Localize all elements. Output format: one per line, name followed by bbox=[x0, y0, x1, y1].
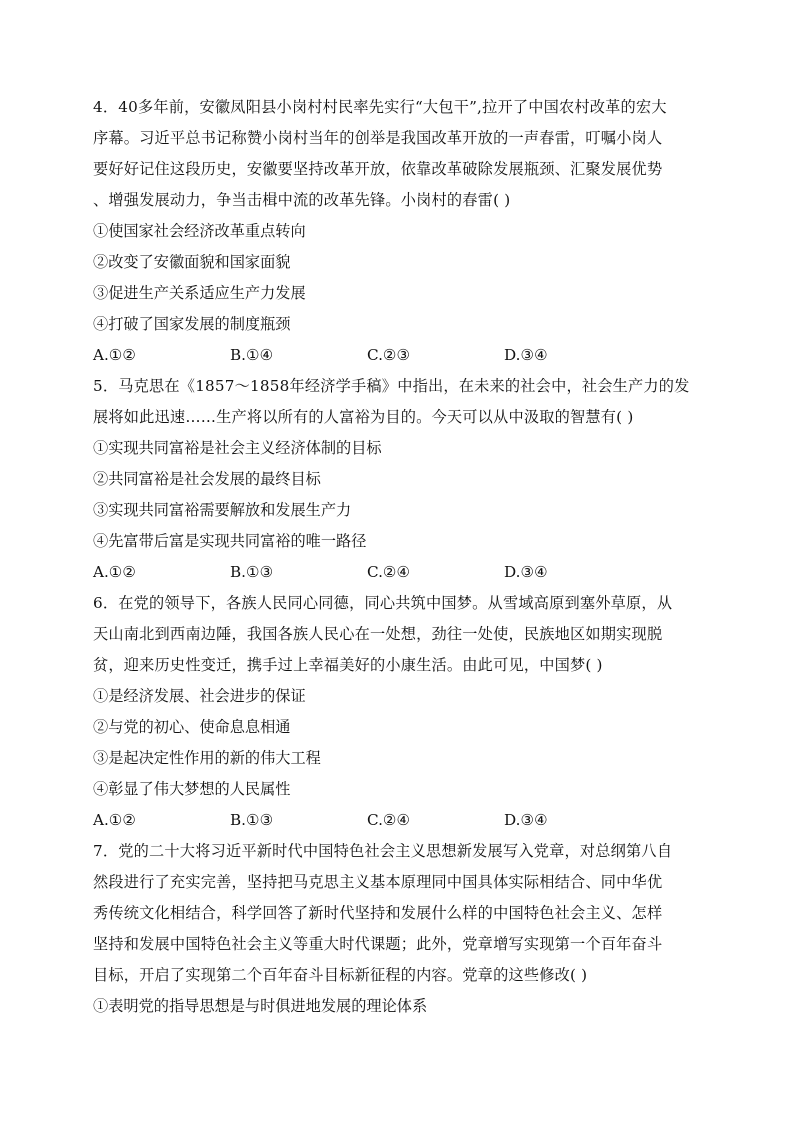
question-stem bbox=[93, 371, 703, 433]
stem-line: 展将如此迅速……生产将以所有的人富裕为目的。今天可以从中汲取的智慧有( ) bbox=[93, 408, 634, 426]
option-1: ①实现共同富裕是社会主义经济体制的目标 bbox=[93, 439, 382, 457]
question-list bbox=[93, 92, 703, 1022]
stem-line: 7．党的二十大将习近平新时代中国特色社会主义思想新发展写入党章，对总纲第八自 bbox=[93, 842, 673, 860]
question-4 bbox=[93, 92, 703, 371]
stem-line: 秀传统文化相结合，科学回答了新时代坚持和发展什么样的中国特色社会主义、怎样 bbox=[93, 904, 663, 922]
question-stem bbox=[93, 836, 703, 991]
option-4: ④先富带后富是实现共同富裕的唯一路径 bbox=[93, 532, 367, 550]
choice-a: A.①② bbox=[93, 346, 137, 364]
option-1: ①表明党的指导思想是与时俱进地发展的理论体系 bbox=[93, 997, 428, 1015]
choice-d: D.③④ bbox=[504, 346, 548, 364]
choice-b: B.①③ bbox=[230, 563, 274, 581]
answer-choices bbox=[93, 557, 703, 588]
question-stem bbox=[93, 588, 703, 681]
stem-line: 天山南北到西南边陲，我国各族人民心在一处想，劲往一处使，民族地区如期实现脱 bbox=[93, 625, 663, 643]
choice-d: D.③④ bbox=[504, 563, 548, 581]
stem-line: 4．40多年前，安徽凤阳县小岗村村民率先实行“大包干”,拉开了中国农村改革的宏大 bbox=[93, 98, 667, 116]
option-1: ①是经济发展、社会进步的保证 bbox=[93, 687, 306, 705]
stem-line: 要好好记住这段历史，安徽要坚持改革开放，依靠改革破除发展瓶颈、汇聚发展优势 bbox=[93, 160, 663, 178]
choice-b: B.①③ bbox=[230, 811, 274, 829]
question-stem bbox=[93, 92, 703, 216]
question-5 bbox=[93, 371, 703, 588]
option-2: ②与党的初心、使命息息相通 bbox=[93, 718, 291, 736]
option-3: ③实现共同富裕需要解放和发展生产力 bbox=[93, 501, 352, 519]
question-6 bbox=[93, 588, 703, 836]
option-3: ③促进生产关系适应生产力发展 bbox=[93, 284, 306, 302]
stem-line: 目标，开启了实现第二个百年奋斗目标新征程的内容。党章的这些修改( ) bbox=[93, 966, 588, 984]
option-2: ②改变了安徽面貌和国家面貌 bbox=[93, 253, 291, 271]
option-1: ①使国家社会经济改革重点转向 bbox=[93, 222, 306, 240]
choice-a: A.①② bbox=[93, 563, 137, 581]
choice-b: B.①④ bbox=[230, 346, 274, 364]
stem-line: 坚持和发展中国特色社会主义等重大时代课题；此外，党章增写实现第一个百年奋斗 bbox=[93, 935, 663, 953]
choice-a: A.①② bbox=[93, 811, 137, 829]
choice-c: C.②③ bbox=[367, 346, 411, 364]
stem-line: 6．在党的领导下，各族人民同心同德，同心共筑中国梦。从雪域高原到塞外草原，从 bbox=[93, 594, 673, 612]
stem-line: 、增强发展动力，争当击楫中流的改革先锋。小岗村的春雷( ) bbox=[93, 191, 511, 209]
answer-choices bbox=[93, 340, 703, 371]
choice-c: C.②④ bbox=[367, 563, 411, 581]
stem-line: 5．马克思在《1857～1858年经济学手稿》中指出，在未来的社会中，社会生产力的发 bbox=[93, 377, 690, 395]
option-4: ④打破了国家发展的制度瓶颈 bbox=[93, 315, 291, 333]
stem-line: 然段进行了充实完善，坚持把马克思主义基本原理同中国具体实际相结合、同中华优 bbox=[93, 873, 663, 891]
option-3: ③是起决定性作用的新的伟大工程 bbox=[93, 749, 321, 767]
choice-d: D.③④ bbox=[504, 811, 548, 829]
question-7 bbox=[93, 836, 703, 1022]
option-2: ②共同富裕是社会发展的最终目标 bbox=[93, 470, 321, 488]
stem-line: 序幕。习近平总书记称赞小岗村当年的创举是我国改革开放的一声春雷，叮嘱小岗人 bbox=[93, 129, 663, 147]
stem-line: 贫，迎来历史性变迁，携手过上幸福美好的小康生活。由此可见，中国梦( ) bbox=[93, 656, 603, 674]
answer-choices bbox=[93, 805, 703, 836]
choice-c: C.②④ bbox=[367, 811, 411, 829]
option-4: ④彰显了伟大梦想的人民属性 bbox=[93, 780, 291, 798]
